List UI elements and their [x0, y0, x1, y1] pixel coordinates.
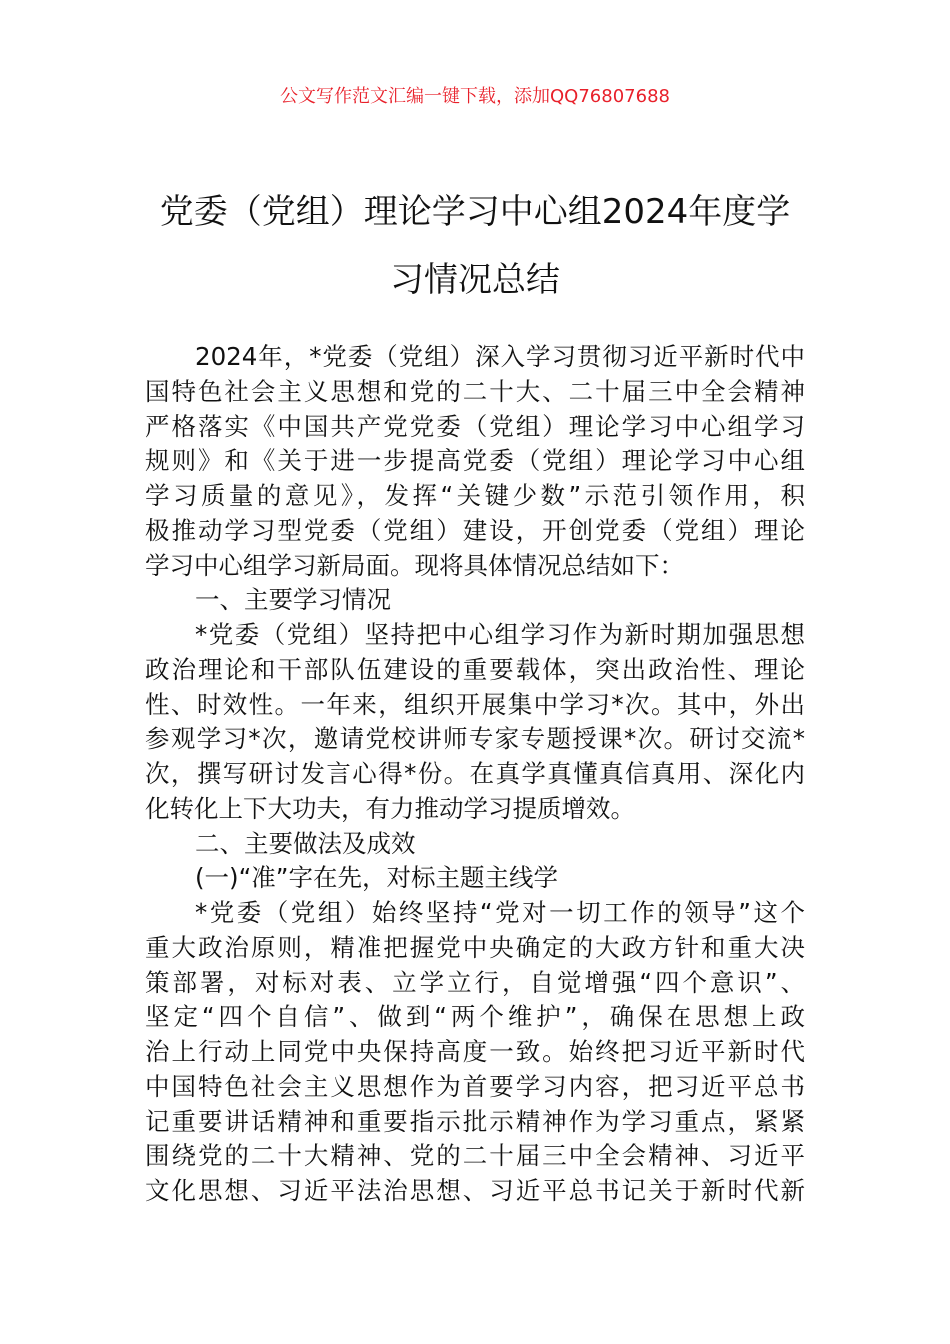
watermark-header: 公文写作范文汇编一键下载，添加QQ76807688	[280, 86, 670, 107]
text-line: *党委（党组）始终坚持“党对一切工作的领导”这个	[195, 898, 805, 927]
text-line: 文化思想、习近平法治思想、习近平总书记关于新时代新	[145, 1176, 805, 1205]
text-line: 参观学习*次，邀请党校讲师专家专题授课*次。研讨交流*	[145, 724, 805, 754]
paragraph	[145, 896, 805, 1209]
text-line: 围绕党的二十大精神、党的二十届三中全会精神、习近平	[145, 1141, 805, 1171]
text-line: 性、时效性。一年来，组织开展集中学习*次。其中，外出	[145, 689, 805, 719]
text-line: 学习中心组学习新局面。现将具体情况总结如下：	[145, 550, 684, 580]
text-line: 国特色社会主义思想和党的二十大、二十届三中全会精神	[145, 376, 805, 406]
text-line: 一、主要学习情况	[195, 585, 391, 615]
title-line: 党委（党组）理论学习中心组2024年度学	[159, 192, 791, 232]
text-line: 中国特色社会主义思想作为首要学习内容，把习近平总书	[145, 1071, 805, 1101]
paragraph	[145, 861, 805, 896]
document-body	[145, 340, 805, 1209]
text-line: 重大政治原则，精准把握党中央确定的大政方针和重大决	[145, 932, 805, 962]
text-line: 化转化上下大功夫，有力推动学习提质增效。	[145, 793, 635, 823]
paragraph	[145, 583, 805, 618]
text-line: 记重要讲话精神和重要指示批示精神作为学习重点，紧紧	[145, 1106, 805, 1136]
text-line: 极推动学习型党委（党组）建设，开创党委（党组）理论	[145, 515, 805, 545]
text-line: 严格落实《中国共产党党委（党组）理论学习中心组学习	[145, 411, 805, 441]
paragraph	[145, 340, 805, 583]
text-line: 治上行动上同党中央保持高度一致。始终把习近平新时代	[145, 1037, 805, 1066]
text-line: 坚定“四个自信”、做到“两个维护”，确保在思想上政	[145, 1002, 805, 1032]
text-line: 2024年，*党委（党组）深入学习贯彻习近平新时代中	[195, 342, 805, 371]
text-line: 策部署，对标对表、立学立行，自觉增强“四个意识”、	[145, 967, 805, 997]
text-line: *党委（党组）坚持把中心组学习作为新时期加强思想	[195, 620, 805, 649]
text-line: (一)“准”字在先，对标主题主线学	[195, 863, 559, 893]
paragraph	[145, 618, 805, 827]
paragraph	[145, 827, 805, 862]
text-line: 次，撰写研讨发言心得*份。在真学真懂真信真用、深化内	[145, 759, 805, 788]
text-line: 政治理论和干部队伍建设的重要载体，突出政治性、理论	[145, 654, 805, 684]
text-line: 二、主要做法及成效	[195, 828, 416, 858]
title-line: 习情况总结	[390, 260, 560, 300]
document-title	[140, 178, 810, 314]
text-line: 学习质量的意见》，发挥“关键少数”示范引领作用，积	[145, 481, 805, 510]
text-line: 规则》和《关于进一步提高党委（党组）理论学习中心组	[145, 446, 805, 476]
